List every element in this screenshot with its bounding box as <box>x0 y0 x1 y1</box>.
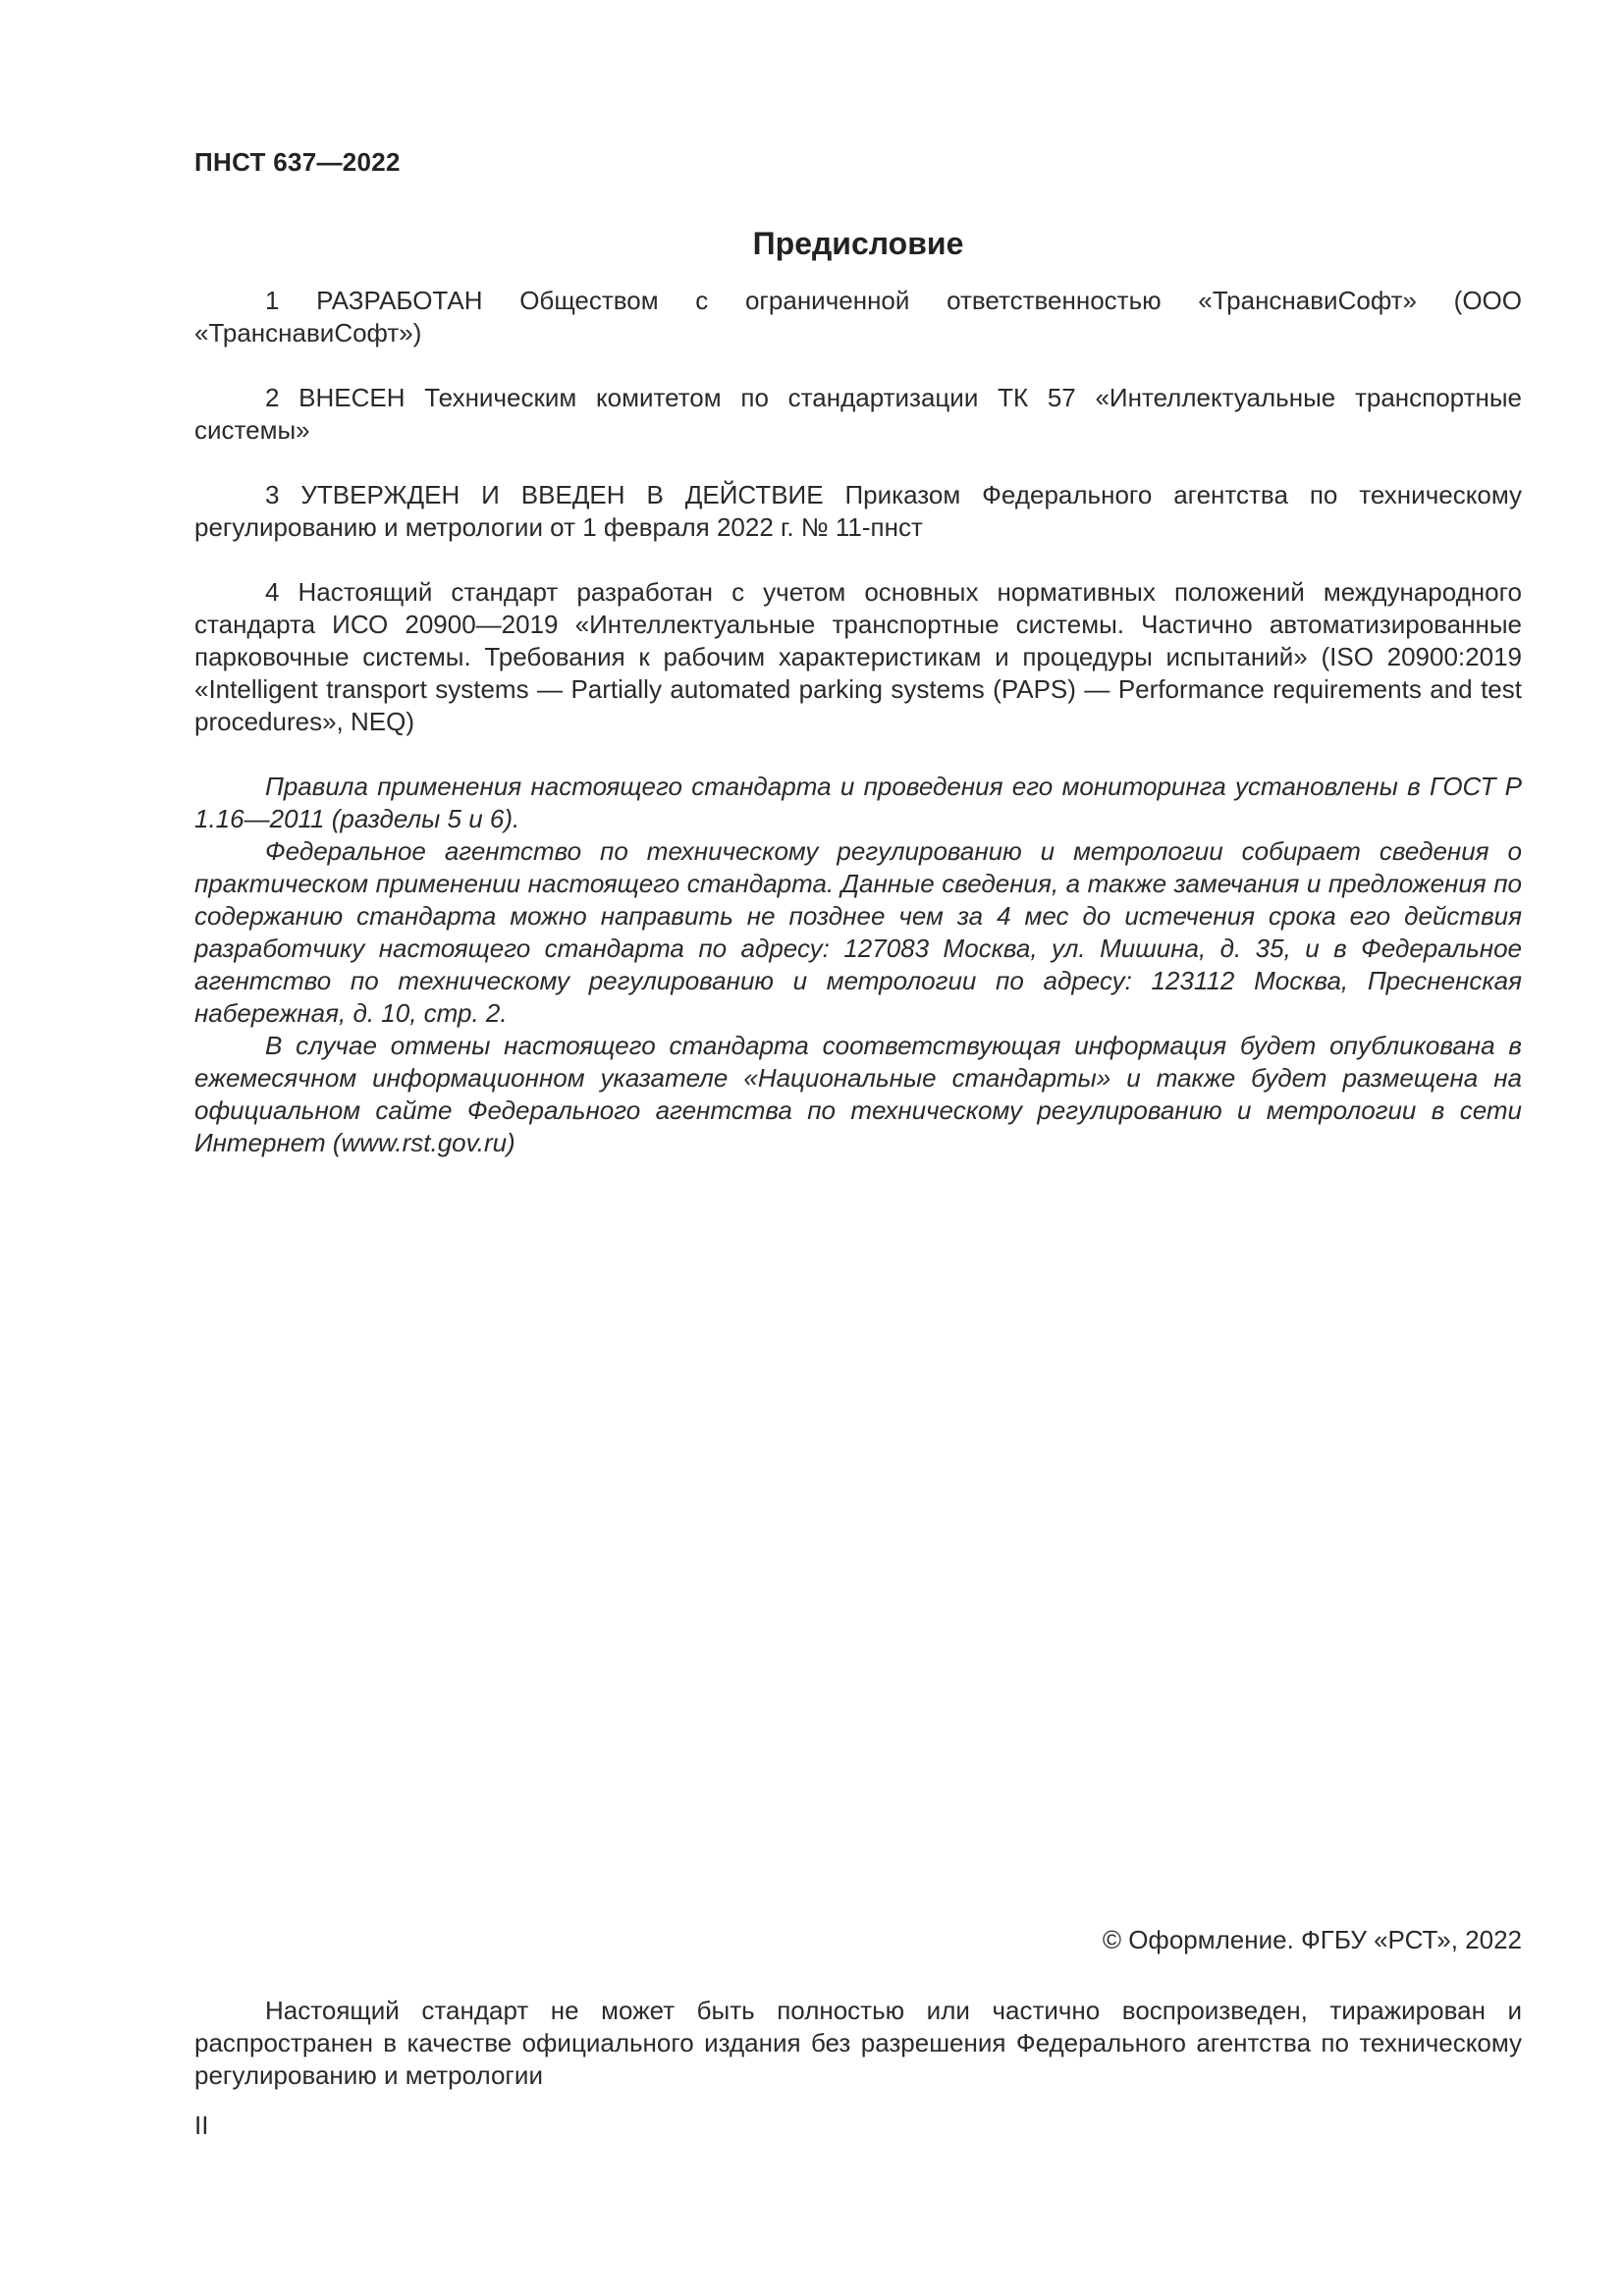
copyright-notice: © Оформление. ФГБУ «РСТ», 2022 <box>1102 1925 1522 1954</box>
foreword-item-approved: 3 УТВЕРЖДЕН И ВВЕДЕН В ДЕЙСТВИЕ Приказом Федерального агентства по техническому регулированию и метрологии от 1 февраля 2022 г. № 11-пнст <box>194 480 1522 542</box>
foreword-item-introduced: 2 ВНЕСЕН Техническим комитетом по стандартизации ТК 57 «Интеллектуальные транспортные системы» <box>194 383 1522 445</box>
foreword-note-cancellation: В случае отмены настоящего стандарта соответствующая информация будет опубликована в ежемесячном информационном указателе «Национальные стандарты» и также будет размещена на официальном сайте Федерального агентства по техническому регулированию и метрологии в сети Интернет (www.rst.gov.ru) <box>194 1031 1522 1157</box>
page-number: II <box>194 2110 209 2140</box>
foreword-title: Предисловие <box>752 226 964 261</box>
foreword-item-basis: 4 Настоящий стандарт разработан с учетом основных нормативных положений международного стандарта ИСО 20900—2019 «Интеллектуальные транспортные системы. Частично автоматизированные парковочные системы. Требования к рабочим характеристикам и процедуры испытаний» (ISO 20900:2019 «Intelligent transport systems — Partially automated parking systems (PAPS) — Performance requirements and test procedures», NEQ) <box>194 577 1522 736</box>
foreword-note-application-rules: Правила применения настоящего стандарта и проведения его мониторинга установлены в ГОСТ Р 1.16—2011 (разделы 5 и 6). <box>194 772 1522 833</box>
page-header-standard-id: ПНСТ 637—2022 <box>194 147 401 177</box>
foreword-item-developer: 1 РАЗРАБОТАН Обществом с ограниченной ответственностью «ТранснавиСофт» (ООО «ТранснавиСофт») <box>194 286 1522 347</box>
reproduction-notice: Настоящий стандарт не может быть полностью или частично воспроизведен, тиражирован и распространен в качестве официального издания без разрешения Федерального агентства по техническому регулированию и метрологии <box>194 1996 1522 2090</box>
foreword-note-feedback: Федеральное агентство по техническому регулированию и метрологии собирает сведения о практическом применении настоящего стандарта. Данные сведения, а также замечания и предложения по содержанию стандарта можно направить не позднее чем за 4 мес до истечения срока его действия разработчику настоящего стандарта по адресу: 127083 Москва, ул. Мишина, д. 35, и в Федеральное агентство по техническому регулированию и метрологии по адресу: 123112 Москва, Пресненская набережная, д. 10, стр. 2. <box>194 836 1522 1028</box>
foreword-body <box>194 285 1522 1159</box>
